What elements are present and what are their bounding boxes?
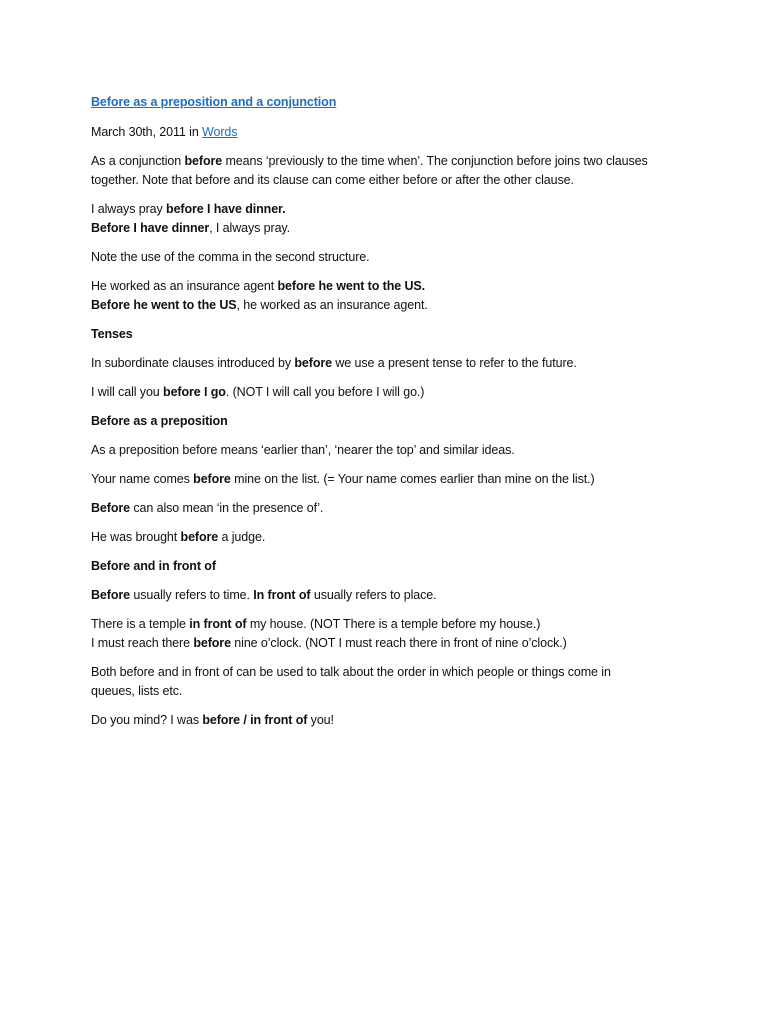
text-span: There is a temple <box>91 617 190 631</box>
bold-span: before <box>184 154 223 168</box>
text-span: , I always pray. <box>209 221 291 235</box>
example-line <box>91 200 688 219</box>
example-name-list <box>91 470 688 489</box>
text-span: He was brought <box>91 530 181 544</box>
example-line <box>91 277 688 296</box>
text-span: you! <box>307 713 334 727</box>
bold-span: Before <box>91 588 130 602</box>
heading-in-front-of: Before and in front of <box>91 559 216 573</box>
text-span: As a conjunction <box>91 154 185 168</box>
paragraph-line: Both before and in front of can be used to talk about the order in which people or things come in <box>91 665 611 679</box>
paragraph-preposition: As a preposition before means ‘earlier than’, ‘nearer the top’ and similar ideas. <box>91 443 515 457</box>
bold-span: before he went to the US. <box>277 279 426 293</box>
example-line <box>91 219 688 238</box>
bold-span: before <box>193 636 231 650</box>
example-insurance <box>91 277 688 315</box>
bold-span: before I have dinner. <box>166 202 286 216</box>
text-span: In subordinate clauses introduced by <box>91 356 295 370</box>
example-call <box>91 383 688 402</box>
bold-span: before <box>294 356 332 370</box>
paragraph-order <box>91 663 688 701</box>
heading-tenses: Tenses <box>91 327 133 341</box>
category-link[interactable]: Words <box>202 125 238 139</box>
text-span: usually refers to place. <box>310 588 437 602</box>
example-line <box>91 634 688 653</box>
example-judge <box>91 528 688 547</box>
bold-span: before I go <box>163 385 226 399</box>
article-title-link[interactable]: Before as a preposition and a conjunction <box>91 95 337 109</box>
example-line <box>91 296 688 315</box>
text-span: Do you mind? I was <box>91 713 203 727</box>
paragraph-time-place <box>91 586 688 605</box>
bold-span: in front of <box>189 617 247 631</box>
post-date: March 30th, 2011 <box>91 125 186 139</box>
note-comma: Note the use of the comma in the second structure. <box>91 250 370 264</box>
bold-span: before / in front of <box>202 713 308 727</box>
text-span: my house. (NOT There is a temple before my house.) <box>246 617 541 631</box>
text-span: can also mean ‘in the presence of’. <box>130 501 324 515</box>
bold-span: before <box>180 530 219 544</box>
bold-span: Before I have dinner <box>91 221 210 235</box>
text-span: He worked as an insurance agent <box>91 279 278 293</box>
text-span: I always pray <box>91 202 167 216</box>
example-line <box>91 615 688 634</box>
paragraph-tenses <box>91 354 688 373</box>
text-span: usually refers to time. <box>130 588 254 602</box>
post-meta-in: in <box>185 125 203 139</box>
text-span: Your name comes <box>91 472 194 486</box>
article-title <box>91 93 688 112</box>
text-span: a judge. <box>218 530 266 544</box>
text-span: nine o’clock. (NOT I must reach there in front of nine o’clock.) <box>230 636 567 650</box>
text-span: . (NOT I will call you before I will go.) <box>225 385 425 399</box>
paragraph-presence <box>91 499 688 518</box>
text-span: I will call you <box>91 385 164 399</box>
example-dinner <box>91 200 688 238</box>
paragraph-line <box>91 152 688 171</box>
example-temple-clock <box>91 615 688 653</box>
paragraph-line: queues, lists etc. <box>91 684 183 698</box>
example-mind <box>91 711 688 730</box>
bold-span: before <box>193 472 231 486</box>
bold-span: Before he went to the US <box>91 298 237 312</box>
text-span: , he worked as an insurance agent. <box>236 298 428 312</box>
bold-span: In front of <box>253 588 311 602</box>
paragraph-line: together. Note that before and its clause can come either before or after the other clause. <box>91 173 574 187</box>
text-span: we use a present tense to refer to the future. <box>331 356 577 370</box>
heading-preposition: Before as a preposition <box>91 414 228 428</box>
bold-span: Before <box>91 501 130 515</box>
post-meta <box>91 123 688 142</box>
text-span: mine on the list. (= Your name comes earlier than mine on the list.) <box>230 472 595 486</box>
text-span: I must reach there <box>91 636 194 650</box>
paragraph-conjunction <box>91 152 688 190</box>
text-span: means ‘previously to the time when’. The conjunction before joins two clauses <box>222 154 648 168</box>
